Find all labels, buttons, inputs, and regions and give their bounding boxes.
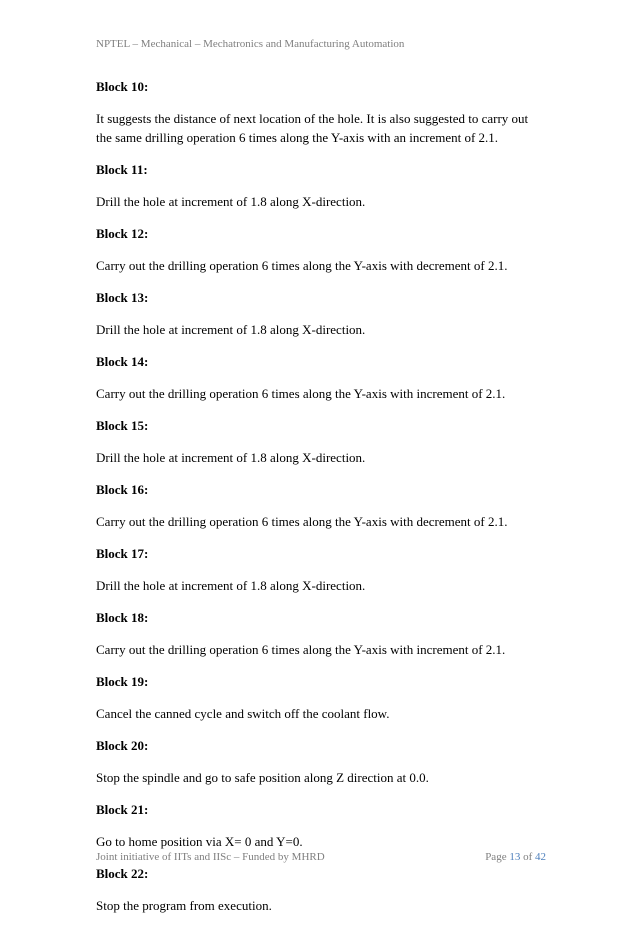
block-text: It suggests the distance of next location of the hole. It is also suggested to carry out the same drilling operation 6 times along the Y-axis with an increment of 2.1. [96,111,529,145]
document-body [96,78,546,929]
block-heading: Block 22: [96,866,149,881]
page-number [485,851,546,863]
block-text: Stop the program from execution. [96,898,272,913]
page-footer [96,851,546,863]
page-of: of [520,851,535,863]
block-text: Go to home position via X= 0 and Y=0. [96,834,303,849]
block-heading: Block 20: [96,738,149,753]
block-16 [96,481,546,531]
page-total: 42 [535,851,546,863]
block-text: Stop the spindle and go to safe position along Z direction at 0.0. [96,770,429,785]
block-11 [96,161,546,211]
block-heading: Block 14: [96,354,149,369]
block-text: Carry out the drilling operation 6 times along the Y-axis with decrement of 2.1. [96,514,508,529]
block-text: Drill the hole at increment of 1.8 along X-direction. [96,578,366,593]
block-text: Cancel the canned cycle and switch off the coolant flow. [96,706,390,721]
page-header: NPTEL – Mechanical – Mechatronics and Manufacturing Automation [96,38,405,50]
block-heading: Block 10: [96,79,149,94]
block-20 [96,737,546,787]
block-heading: Block 18: [96,610,149,625]
block-heading: Block 21: [96,802,149,817]
page-current: 13 [509,851,521,863]
block-15 [96,417,546,467]
block-14 [96,353,546,403]
block-text: Carry out the drilling operation 6 times along the Y-axis with increment of 2.1. [96,386,506,401]
block-text: Drill the hole at increment of 1.8 along X-direction. [96,322,366,337]
block-heading: Block 19: [96,674,149,689]
block-heading: Block 15: [96,418,149,433]
block-12 [96,225,546,275]
block-heading: Block 16: [96,482,149,497]
block-10 [96,78,546,147]
block-19 [96,673,546,723]
block-22 [96,865,546,915]
block-21 [96,801,546,851]
block-text: Drill the hole at increment of 1.8 along X-direction. [96,194,366,209]
block-17 [96,545,546,595]
block-text: Carry out the drilling operation 6 times along the Y-axis with increment of 2.1. [96,642,506,657]
block-heading: Block 11: [96,162,148,177]
page-prefix: Page [485,851,510,863]
block-heading: Block 12: [96,226,149,241]
block-heading: Block 13: [96,290,149,305]
block-13 [96,289,546,339]
footer-credit: Joint initiative of IITs and IISc – Funded by MHRD [96,851,325,863]
block-text: Drill the hole at increment of 1.8 along X-direction. [96,450,366,465]
block-18 [96,609,546,659]
block-heading: Block 17: [96,546,149,561]
block-text: Carry out the drilling operation 6 times along the Y-axis with decrement of 2.1. [96,258,508,273]
